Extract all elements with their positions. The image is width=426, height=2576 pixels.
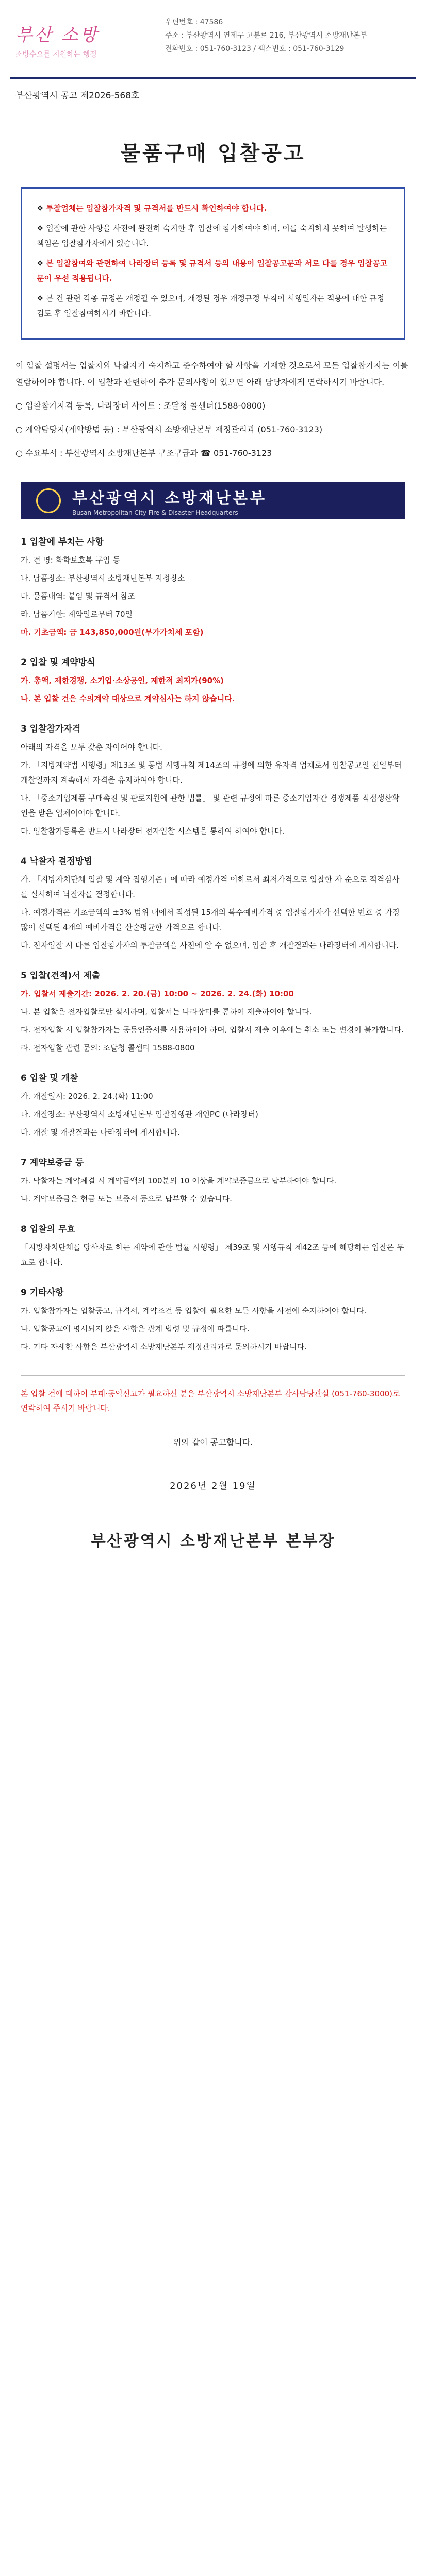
address-line: 우편번호 : 47586 <box>165 18 223 26</box>
section-line: 가. 건 명: 화학보호복 구입 등 <box>21 555 121 565</box>
letterhead <box>0 0 426 68</box>
section-heading: 8 입찰의 무효 <box>21 1224 75 1234</box>
warning-item: ❖ 본 입찰참여와 관련하여 나라장터 등록 및 규격서 등의 내용이 입찰공고문과 서로 다를 경우 입찰공고문이 우선 적용됩니다. <box>37 259 388 283</box>
section-line: 나. 본 입찰은 전자입찰로만 실시하며, 입찰서는 나라장터를 통하여 제출하여야 합니다. <box>21 1007 312 1016</box>
intro-contact: ○ 수요부서 : 부산광역시 소방재난본부 구조구급과 ☎ 051-760-3123 <box>15 448 272 458</box>
section-line: 가. 「지방계약법 시행령」제13조 및 동법 시행규칙 제14조의 규정에 의한 유자격 업체로서 입찰공고일 전일부터 개찰일까지 계속해서 자격을 유지하여야 합니다. <box>21 760 402 785</box>
section-heading: 1 입찰에 부치는 사항 <box>21 537 104 547</box>
section <box>21 1285 405 1354</box>
section-line: 다. 전자입찰 시 입찰참가자는 공동인증서를 사용하여야 하며, 입찰서 제출 이후에는 취소 또는 변경이 불가합니다. <box>21 1025 404 1035</box>
document-title: 물품구매 입찰공고 <box>120 142 306 165</box>
section-heading: 2 입찰 및 계약방식 <box>21 657 95 668</box>
address-line: 주소 : 부산광역시 연제구 고분로 216, 부산광역시 소방재난본부 <box>165 31 367 40</box>
section-line: 라. 전자입찰 관련 문의: 조달청 콜센터 1588-0800 <box>21 1043 195 1053</box>
busan-logo <box>10 11 165 68</box>
banner-title: 부산광역시 소방재난본부 <box>72 489 267 507</box>
section <box>21 655 405 706</box>
section-line: 다. 입찰참가등록은 반드시 나라장터 전자입찰 시스템을 통하여 하여야 합니다. <box>21 826 285 836</box>
section-heading: 3 입찰참가자격 <box>21 724 81 734</box>
address-line: 전화번호 : 051-760-3123 / 팩스번호 : 051-760-3129 <box>165 45 345 53</box>
section-line: 나. 「중소기업제품 구매촉진 및 판로지원에 관한 법률」 및 관련 규정에 따른 중소기업자간 경쟁제품 직접생산확인을 받은 업체이어야 합니다. <box>21 793 400 818</box>
warning-box <box>21 187 405 340</box>
section <box>21 1071 405 1140</box>
section-line: 가. 입찰서 제출기간: 2026. 2. 20.(금) 10:00 ~ 2026. 2. 24.(화) 10:00 <box>21 989 294 998</box>
closing-text: 위와 같이 공고합니다. <box>173 1437 253 1447</box>
section-line: 마. 기초금액: 금 143,850,000원(부가가치세 포함) <box>21 628 204 637</box>
section-line: 가. 낙찰자는 계약체결 시 계약금액의 100분의 10 이상을 계약보증금으로 납부하여야 합니다. <box>21 1176 337 1185</box>
notice-date: 2026년 2월 19일 <box>170 1481 256 1492</box>
section-line: 다. 개찰 및 개찰결과는 나라장터에 게시합니다. <box>21 1128 180 1137</box>
section-line: 다. 기타 자세한 사항은 부산광역시 소방재난본부 재정관리과로 문의하시기 바랍니다. <box>21 1342 307 1351</box>
section-line: 나. 개찰장소: 부산광역시 소방재난본부 입찰집행관 개인PC (나라장터) <box>21 1110 258 1119</box>
intro-block <box>15 358 411 462</box>
intro-contact: ○ 계약담당자(계약방법 등) : 부산광역시 소방재난본부 재정관리과 (051-760-3123) <box>15 425 323 434</box>
section-line: 라. 납품기한: 계약일로부터 70일 <box>21 609 133 619</box>
banner-subtitle: Busan Metropolitan City Fire & Disaster Headquarters <box>72 509 238 516</box>
warning-item: ❖ 본 건 관련 각종 규정은 개정될 수 있으며, 개정된 경우 개정규정 부칙이 시행일자는 적용에 대한 규정 검토 후 입찰참여하시기 바랍니다. <box>37 294 385 318</box>
section <box>21 1222 405 1270</box>
section-line: 나. 입찰공고에 명시되지 않은 사항은 관계 법령 및 규정에 따릅니다. <box>21 1324 250 1333</box>
section <box>21 854 405 953</box>
section-line: 다. 물품내역: 붙임 및 규격서 참조 <box>21 591 136 601</box>
fire-emblem-icon <box>36 488 61 513</box>
logo-text: 부산 소방 <box>15 24 100 45</box>
signature: 부산광역시 소방재난본부 본부장 <box>90 1532 336 1550</box>
address-block <box>165 15 367 56</box>
letterhead-row <box>10 11 416 68</box>
section-heading: 6 입찰 및 개찰 <box>21 1073 78 1083</box>
section <box>21 535 405 640</box>
section-line: 가. 입찰참가자는 입찰공고, 규격서, 계약조건 등 입찰에 필요한 모든 사항을 사전에 숙지하여야 합니다. <box>21 1306 367 1315</box>
intro-contact: ○ 입찰참가자격 등록, 나라장터 사이트 : 조달청 콜센터(1588-0800) <box>15 401 266 411</box>
section-line: 나. 본 입찰 건은 수의계약 대상으로 계약심사는 하지 않습니다. <box>21 694 235 703</box>
warning-item: ❖ 입찰에 관한 사항을 사전에 완전히 숙지한 후 입찰에 참가하여야 하며, 이를 숙지하지 못하여 발생하는 책임은 입찰참가자에게 있습니다. <box>37 224 387 248</box>
section-heading: 4 낙찰자 결정방법 <box>21 856 92 867</box>
section-heading: 9 기타사항 <box>21 1287 64 1298</box>
banner-text <box>72 485 267 516</box>
section-line: 다. 전자입찰 시 다른 입찰참가자의 투찰금액을 사전에 알 수 없으며, 입찰 후 개찰결과는 나라장터에 게시합니다. <box>21 941 399 950</box>
section-line: 가. 「지방자치단체 입찰 및 계약 집행기준」에 따라 예정가격 이하로서 최저가격으로 입찰한 자 순으로 적격심사를 실시하여 낙찰자를 결정합니다. <box>21 875 400 899</box>
intro-paragraph: 이 입찰 설명서는 입찰자와 낙찰자가 숙지하고 준수하여야 할 사항을 기재한 것으로서 모든 입찰참가자는 이를 열람하여야 합니다. 이 입찰과 관련하여 추가 문의사항이 있으면 아래 담당자에게 연락하시기 바랍니다. <box>15 361 408 387</box>
sections-container <box>0 535 426 1354</box>
section-line: 가. 개찰일시: 2026. 2. 24.(화) 11:00 <box>21 1092 153 1101</box>
section-line: 「지방자치단체를 당사자로 하는 계약에 관한 법률 시행령」 제39조 및 시행규칙 제42조 등에 해당하는 입찰은 무효로 합니다. <box>21 1243 404 1267</box>
section-line: 가. 총액, 제한경쟁, 소기업·소상공인, 제한적 최저가(90%) <box>21 676 224 685</box>
hq-banner <box>21 482 405 519</box>
section <box>21 969 405 1056</box>
section <box>21 722 405 839</box>
notice-number: 부산광역시 공고 제2026-568호 <box>15 91 140 101</box>
section-heading: 5 입찰(견적)서 제출 <box>21 971 101 981</box>
warning-item: ❖ 투찰업체는 입찰참가자격 및 규격서를 반드시 확인하여야 합니다. <box>37 204 267 213</box>
logo-subtext: 소방수요를 지원하는 행정 <box>15 50 97 59</box>
section-line: 아래의 자격을 모두 갖춘 자이어야 합니다. <box>21 742 162 752</box>
section-line: 나. 납품장소: 부산광역시 소방재난본부 지정장소 <box>21 573 185 583</box>
section-line: 나. 예정가격은 기초금액의 ±3% 범위 내에서 작성된 15개의 복수예비가격 중 입찰참가자가 선택한 번호 중 가장 많이 선택된 4개의 예비가격을 산술평균한 가격으로 합니다. <box>21 908 400 932</box>
report-notice: 본 입찰 건에 대하여 부패·공익신고가 필요하신 분은 부산광역시 소방재난본부 감사담당관실 (051-760-3000)로 연락하여 주시기 바랍니다. <box>21 1375 405 1415</box>
section-line: 나. 계약보증금은 현금 또는 보증서 등으로 납부할 수 있습니다. <box>21 1194 232 1204</box>
section-heading: 7 계약보증금 등 <box>21 1158 84 1168</box>
section <box>21 1156 405 1207</box>
